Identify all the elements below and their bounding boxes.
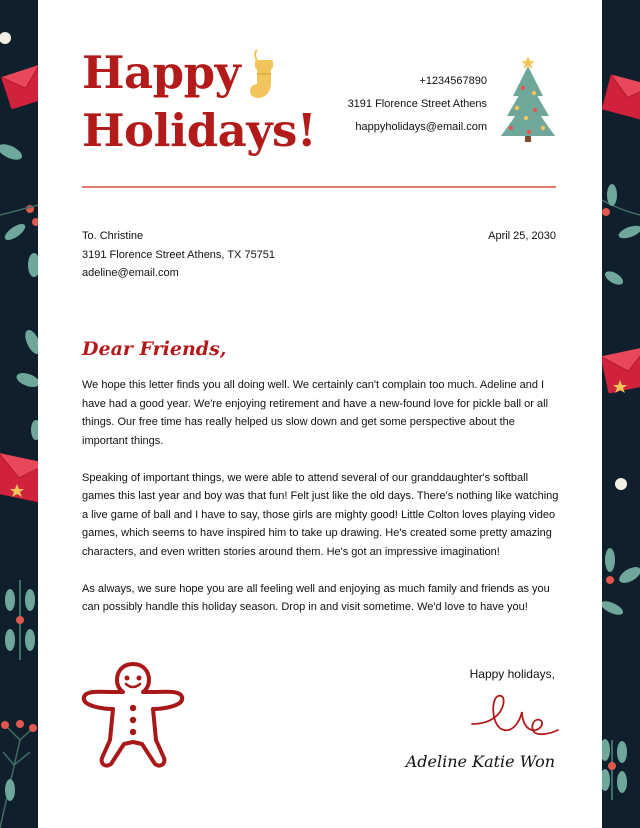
signature-scribble-icon <box>470 690 560 740</box>
sender-address: 3191 Florence Street Athens <box>347 98 487 110</box>
sender-phone: +1234567890 <box>419 75 487 87</box>
letter-body <box>82 376 560 635</box>
salutation: Dear Friends, <box>82 338 227 360</box>
body-paragraph-2: Speaking of important things, we were able to attend several of our granddaughter's softball games this last year and boy was that fun! Felt just like the old days. There's nothing like watching a live game of ball and I have to say, those girls are mighty good! Little Colton loves playing video games, which seems to have inspired him to take up drawing. He's created some pretty amazing characters, and even written stories around them. He's got an impressive imagination! <box>82 471 559 558</box>
stocking-icon <box>247 48 279 102</box>
right-decorative-border <box>602 0 640 828</box>
letter-date: April 25, 2030 <box>488 230 556 242</box>
signature-name: Adeline Katie Won <box>405 752 555 771</box>
letter-paper <box>38 0 602 828</box>
recipient-address: 3191 Florence Street Athens, TX 75751 <box>82 248 276 261</box>
closing-line: Happy holidays, <box>469 667 555 681</box>
recipient-name: To. Christine <box>82 230 144 242</box>
body-paragraph-1: We hope this letter finds you all doing well. We certainly can't complain too much. Adeline and I have had a good year. We're enjoying retirement and have a new-found love for pickle ball or all things. Our free time has really helped us slow down and get some perspective about the important things. <box>82 379 549 447</box>
holiday-decor-left <box>0 0 38 828</box>
title-line-2: Holidays! <box>82 104 317 157</box>
header-divider <box>82 186 556 188</box>
page-title <box>82 44 316 160</box>
left-decorative-border <box>0 0 38 828</box>
recipient-block <box>82 227 275 283</box>
sender-email: happyholidays@email.com <box>355 121 487 133</box>
recipient-email: adeline@email.com <box>82 267 179 279</box>
body-paragraph-3: As always, we sure hope you are all feeling well and enjoying as much family and friends as you can possibly handle this holiday season. Drop in and visit sometime. We'd love to have you! <box>82 582 550 613</box>
gingerbread-man-icon <box>80 660 186 770</box>
christmas-tree-icon <box>499 56 557 144</box>
holiday-decor-right <box>602 0 640 828</box>
sender-contact <box>348 70 487 139</box>
title-line-1: Happy <box>82 46 241 99</box>
